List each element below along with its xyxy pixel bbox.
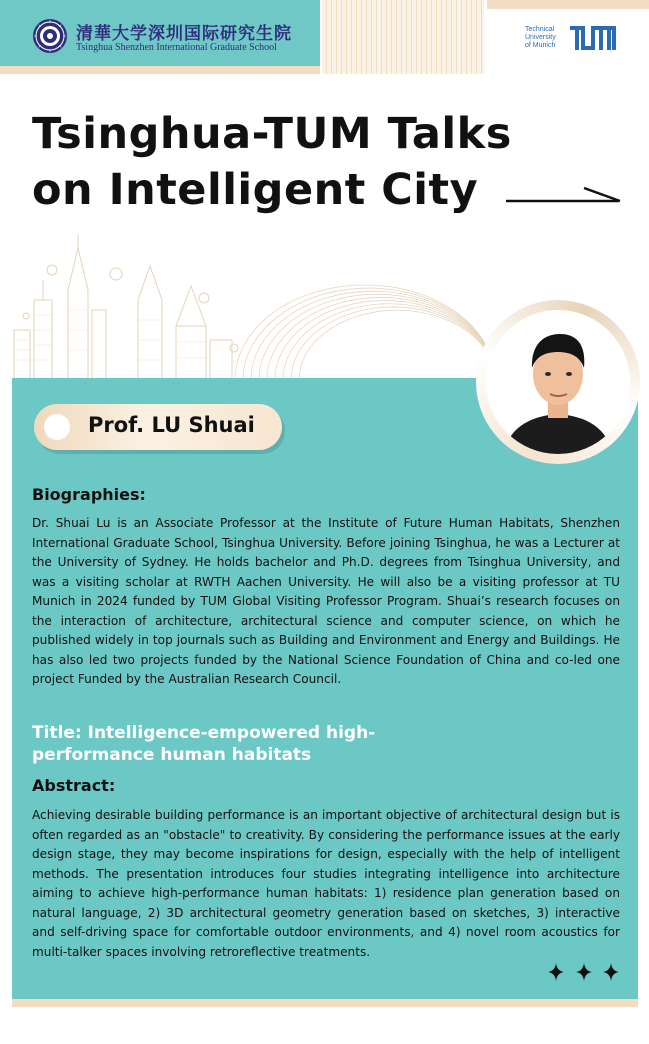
speaker-name: Prof. LU Shuai: [88, 413, 255, 437]
tum-name: [525, 26, 556, 50]
biographies-heading: Biographies:: [32, 485, 146, 504]
event-title: [32, 106, 512, 218]
speaker-name-pill: [34, 404, 282, 450]
header-left-stripe: [0, 66, 320, 74]
abstract-heading: Abstract:: [32, 776, 116, 795]
header-right-block: [487, 9, 649, 74]
arrow-right-icon: [506, 185, 622, 207]
biographies-text: Dr. Shuai Lu is an Associate Professor at the Institute of Future Human Habitats, Shenzhen International Graduate School, Tsinghua University. Before joining Tsinghua, he was a Lecturer at the University of Sydney. He holds bachelor and Ph.D. degrees from Tsinghua University, and was a visiting scholar at RWTH Aachen University. He will also be a visiting professor at TU Munich in 2024 funded by TUM Global Visiting Professor Program. Shuai’s research focuses on the interaction of architecture, architectural science and computer science, on which he published widely in top journals such as Building and Environment and Energy and Buildings. He has also led two projects funded by the National Science Foundation of China and co-led one project Funded by the Australian Research Council.: [32, 516, 620, 686]
tsinghua-name-cn: 清華大学深圳国际研究生院: [76, 24, 292, 44]
tsinghua-seal-icon: [32, 18, 68, 54]
tum-name-line3: of Munich: [525, 42, 556, 49]
tum-name-line1: Technical: [525, 26, 555, 33]
speaker-portrait-icon: [486, 310, 630, 454]
sparkle-icon: [548, 962, 620, 982]
event-title-line2: on Intelligent City: [32, 165, 479, 215]
tum-name-line2: University: [525, 34, 556, 41]
bottom-stripe: [12, 999, 638, 1007]
header-middle-pattern: [322, 0, 484, 74]
tum-logo-icon: [570, 26, 616, 50]
city-skyline-illustration: [0, 230, 490, 380]
tsinghua-name-en: Tsinghua Shenzhen International Graduate School: [76, 42, 277, 53]
event-title-line1: Tsinghua-TUM Talks: [32, 109, 512, 159]
talk-title: Title: Intelligence-empowered high-performance human habitats: [32, 723, 376, 765]
header-right-stripe: [487, 0, 649, 9]
abstract-text: Achieving desirable building performance is an important objective of architectural design but is often regarded as an "obstacle" to creativity. By considering the performance issues at the early design stage, they may become inspirations for design, especially with the help of intelligent methods. The presentation introduces four studies integrating intelligence into architecture aiming to achieve high-performance human habitats: 1) residence plan generation based on natural language, 2) 3D architectural geometry generation based on sketches, 3) interactive and self-driving space for comfortable outdoor environments, and 4) novel room acoustics for multi-talker spaces involving retroreflective treatments.: [32, 808, 620, 959]
pill-dot-icon: [44, 414, 70, 440]
speaker-photo: [486, 310, 630, 454]
